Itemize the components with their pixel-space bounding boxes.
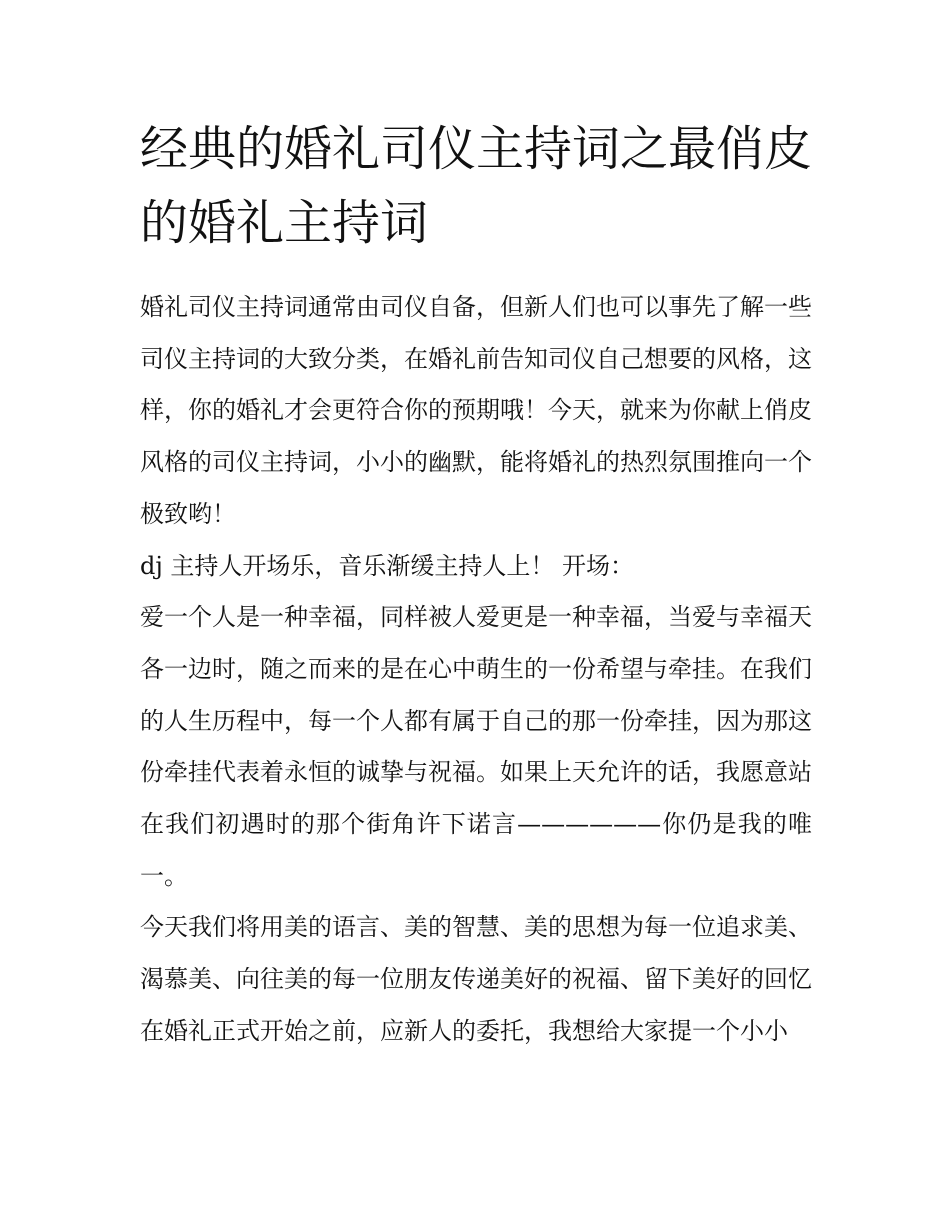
document-body	[140, 282, 812, 1058]
document-content	[140, 112, 812, 1058]
paragraph-blessing: 今天我们将用美的语言、美的智慧、美的思想为每一位追求美、渴慕美、向往美的每一位朋友传递美好的祝福、留下美好的回忆	[140, 913, 812, 994]
paragraph-love-speech: 爱一个人是一种幸福，同样被人爱更是一种幸福，当爱与幸福天各一边时，随之而来的是在心中萌生的一份希望与牵挂。在我们的人生历程中，每一个人都有属于自己的那一份牵挂，因为那这份牵挂代表着永恒的诚挚与祝福。如果上天允许的话，我愿意站在我们初遇时的那个街角许下诺言——————你仍是我的唯一。	[140, 603, 812, 890]
paragraph-opening-cue: dj 主持人开场乐，音乐渐缓主持人上！ 开场：	[140, 551, 635, 580]
paragraph-request: 在婚礼正式开始之前，应新人的委托，我想给大家提一个小小	[140, 1016, 788, 1045]
paragraph-intro: 婚礼司仪主持词通常由司仪自备，但新人们也可以事先了解一些司仪主持词的大致分类，在婚礼前告知司仪自己想要的风格，这样，你的婚礼才会更符合你的预期哦！今天，就来为你献上俏皮风格的司仪主持词，小小的幽默，能将婚礼的热烈氛围推向一个极致哟！	[140, 293, 812, 528]
document-title: 经典的婚礼司仪主持词之最俏皮的婚礼主持词	[140, 121, 813, 251]
